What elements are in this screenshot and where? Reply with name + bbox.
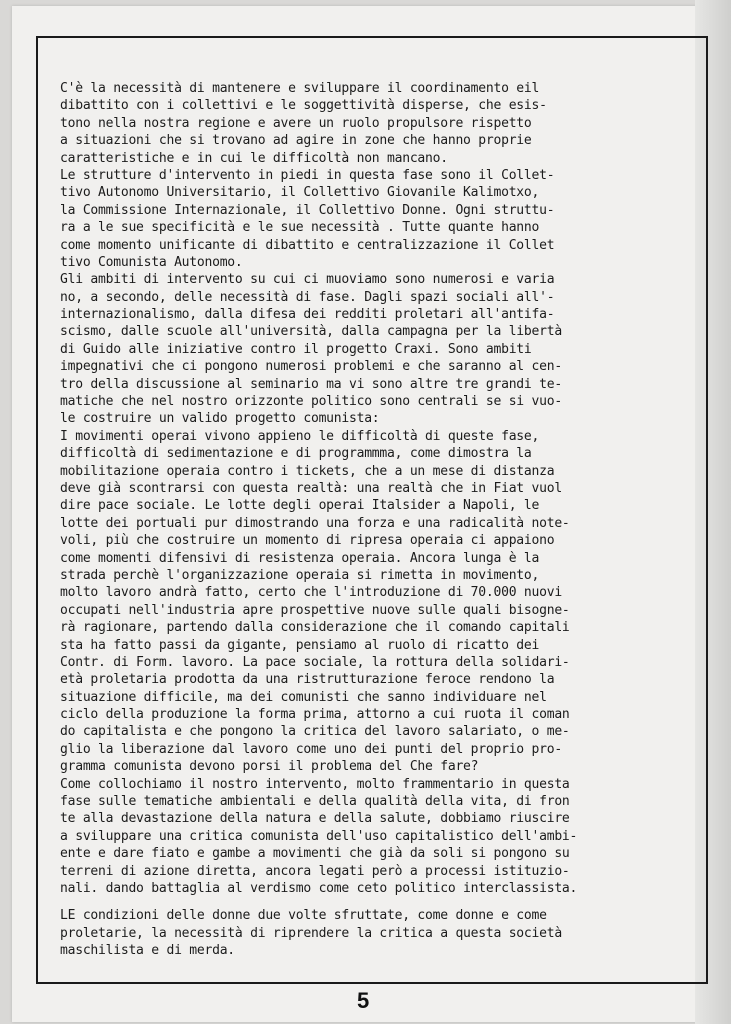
text-line: ciclo della produzione la forma prima, attorno a cui ruota il coman: [60, 707, 570, 723]
text-line: scismo, dalle scuole all'università, dalla campagna per la libertà: [60, 324, 562, 340]
page-number: 5: [357, 988, 370, 1013]
text-line: mobilitazione operaia contro i tickets, che a un mese di distanza: [60, 463, 555, 479]
text-line: difficoltà di sedimentazione e di programmma, come dimostra la: [60, 446, 532, 462]
text-line: le costruire un valido progetto comunista:: [60, 411, 380, 427]
text-line: ra a le sue specificità e le sue necessità . Tutte quante hanno: [60, 220, 540, 236]
text-line: situazione difficile, ma dei comunisti che sanno individuare nel: [60, 689, 547, 705]
text-line: lotte dei portuali pur dimostrando una forza e una radicalità note-: [60, 515, 570, 531]
text-line: caratteristiche e in cui le difficoltà non mancano.: [60, 150, 448, 166]
text-line: matiche che nel nostro orizzonte politico sono centrali se si vuo-: [60, 394, 562, 410]
text-line: età proletaria prodotta da una ristrutturazione feroce rendono la: [60, 672, 555, 688]
text-line: I movimenti operai vivono appieno le difficoltà di queste fase,: [60, 428, 540, 444]
text-line: C'è la necessità di mantenere e sviluppare il coordinamento eil: [60, 81, 540, 96]
text-line: tivo Autonomo Universitario, il Collettivo Giovanile Kalimotxo,: [60, 185, 540, 201]
text-line: internazionalismo, dalla difesa dei redditi proletari all'antifa-: [60, 307, 555, 323]
text-line: proletarie, la necessità di riprendere la critica a questa società: [60, 925, 562, 941]
text-line: tono nella nostra regione e avere un ruolo propulsore rispetto: [60, 115, 532, 131]
text-line: fase sulle tematiche ambientali e della qualità della vita, di fron: [60, 794, 570, 810]
text-line: tivo Comunista Autonomo.: [60, 254, 243, 270]
text-line: ente e dare fiato e gambe a movimenti che già da soli si pongono su: [60, 846, 570, 862]
text-line: Gli ambiti di intervento su cui ci muoviamo sono numerosi e varia: [60, 272, 555, 288]
text-line: occupati nell'industria apre prospettive nuove sulle quali bisogne-: [60, 602, 570, 618]
text-line: molto lavoro andrà fatto, certo che l'introduzione di 70.000 nuovi: [60, 585, 562, 601]
text-line: deve già scontrarsi con questa realtà: una realtà che in Fiat vuol: [60, 480, 562, 496]
text-line: no, a secondo, delle necessità di fase. Dagli spazi sociali all'-: [60, 289, 555, 305]
text-line: dibattito con i collettivi e le soggettività disperse, che esis-: [60, 98, 547, 114]
text-line: maschilista e di merda.: [60, 943, 235, 959]
text-line: Contr. di Form. lavoro. La pace sociale, la rottura della solidari-: [60, 654, 570, 670]
text-line: tro della discussione al seminario ma vi sono altre tre grandi te-: [60, 376, 562, 392]
text-line: LE condizioni delle donne due volte sfruttate, come donne e come: [60, 908, 547, 924]
paragraph-gap: [60, 897, 680, 907]
text-line: Le strutture d'intervento in piedi in questa fase sono il Collet-: [60, 167, 555, 183]
text-line: sta ha fatto passi da gigante, pensiamo al ruolo di ricatto dei: [60, 637, 540, 653]
text-line: te alla devastazione della natura e della salute, dobbiamo riuscire: [60, 811, 570, 827]
text-line: voli, più che costruire un momento di ripresa operaia ci appaiono: [60, 533, 555, 549]
text-line: a sviluppare una critica comunista dell'uso capitalistico dell'ambi-: [60, 828, 578, 844]
text-line: nali. dando battaglia al verdismo come ceto politico interclassista.: [60, 880, 578, 896]
text-line: come momenti difensivi di resistenza operaia. Ancora lunga è la: [60, 550, 540, 566]
text-line: rà ragionare, partendo dalla considerazione che il comando capitali: [60, 620, 570, 636]
text-line: impegnativi che ci pongono numerosi problemi e che saranno al cen-: [60, 359, 562, 375]
text-line: a situazioni che si trovano ad agire in zone che hanno proprie: [60, 133, 532, 149]
text-line: glio la liberazione dal lavoro come uno dei punti del proprio pro-: [60, 741, 562, 757]
text-line: gramma comunista devono porsi il problema del Che fare?: [60, 759, 479, 775]
text-line: come momento unificante di dibattito e centralizzazione il Collet: [60, 237, 555, 253]
text-line: strada perchè l'organizzazione operaia si rimetta in movimento,: [60, 567, 540, 583]
text-line: terreni di azione diretta, ancora legati però a processi istituzio-: [60, 863, 570, 879]
text-line: Come collochiamo il nostro intervento, molto frammentario in questa: [60, 776, 570, 792]
text-line: do capitalista e che pongono la critica del lavoro salariato, o me-: [60, 724, 570, 740]
text-line: dire pace sociale. Le lotte degli operai Italsider a Napoli, le: [60, 498, 540, 514]
text-line: di Guido alle iniziative contro il progetto Craxi. Sono ambiti: [60, 341, 532, 357]
body-text: [60, 80, 680, 960]
text-line: la Commissione Internazionale, il Collettivo Donne. Ogni struttu-: [60, 202, 555, 218]
